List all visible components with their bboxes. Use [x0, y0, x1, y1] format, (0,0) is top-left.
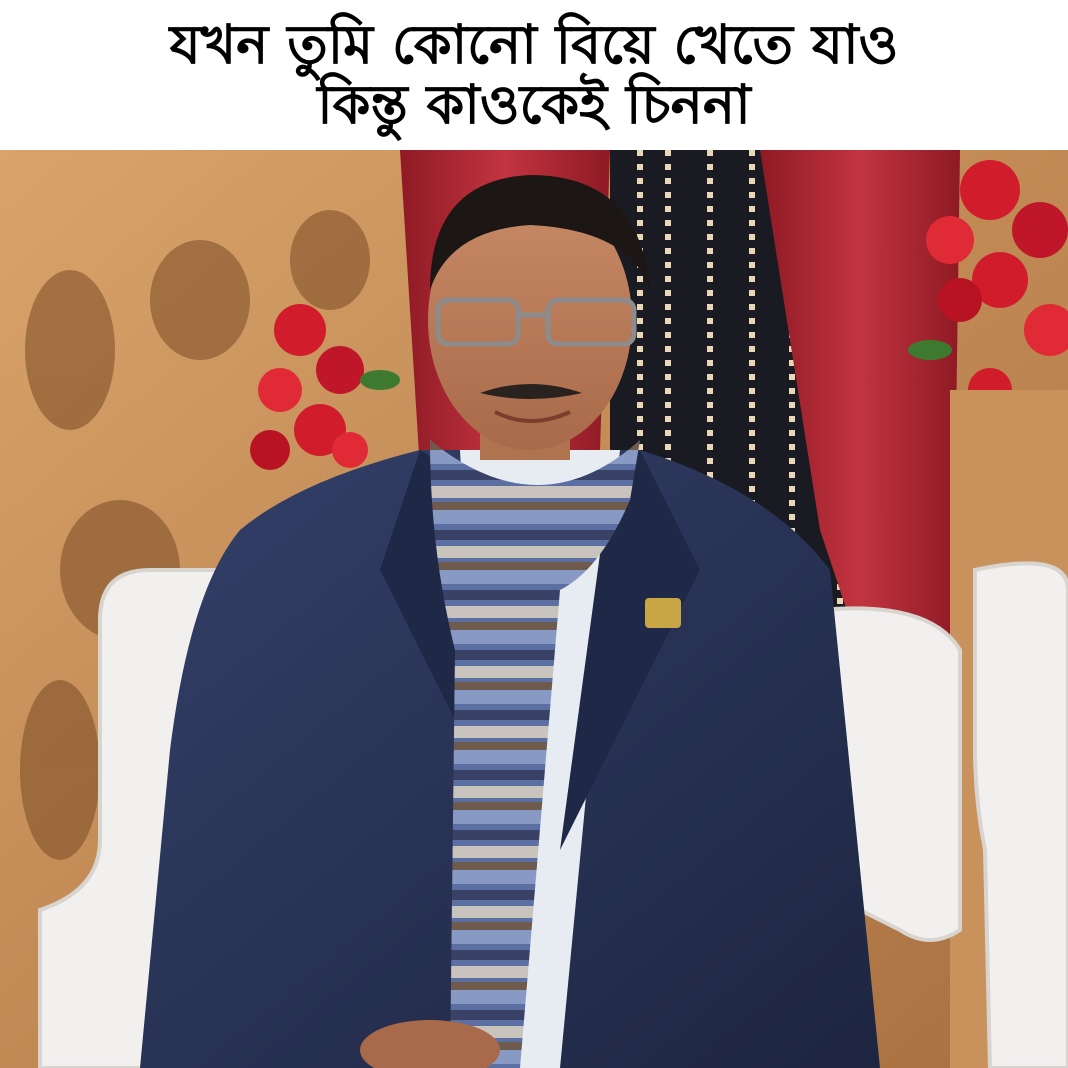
caption-line-1: যখন তুমি কোনো বিয়ে খেতে যাও: [169, 13, 899, 76]
meme-caption: [0, 0, 1068, 150]
caption-line-2: কিন্তু কাওকেই চিননা: [317, 73, 751, 136]
photo-illustration: [0, 150, 1068, 1068]
white-chair-right: [975, 563, 1068, 1068]
lapel-pin-badge: [645, 598, 681, 628]
wedding-photo: [0, 150, 1068, 1068]
